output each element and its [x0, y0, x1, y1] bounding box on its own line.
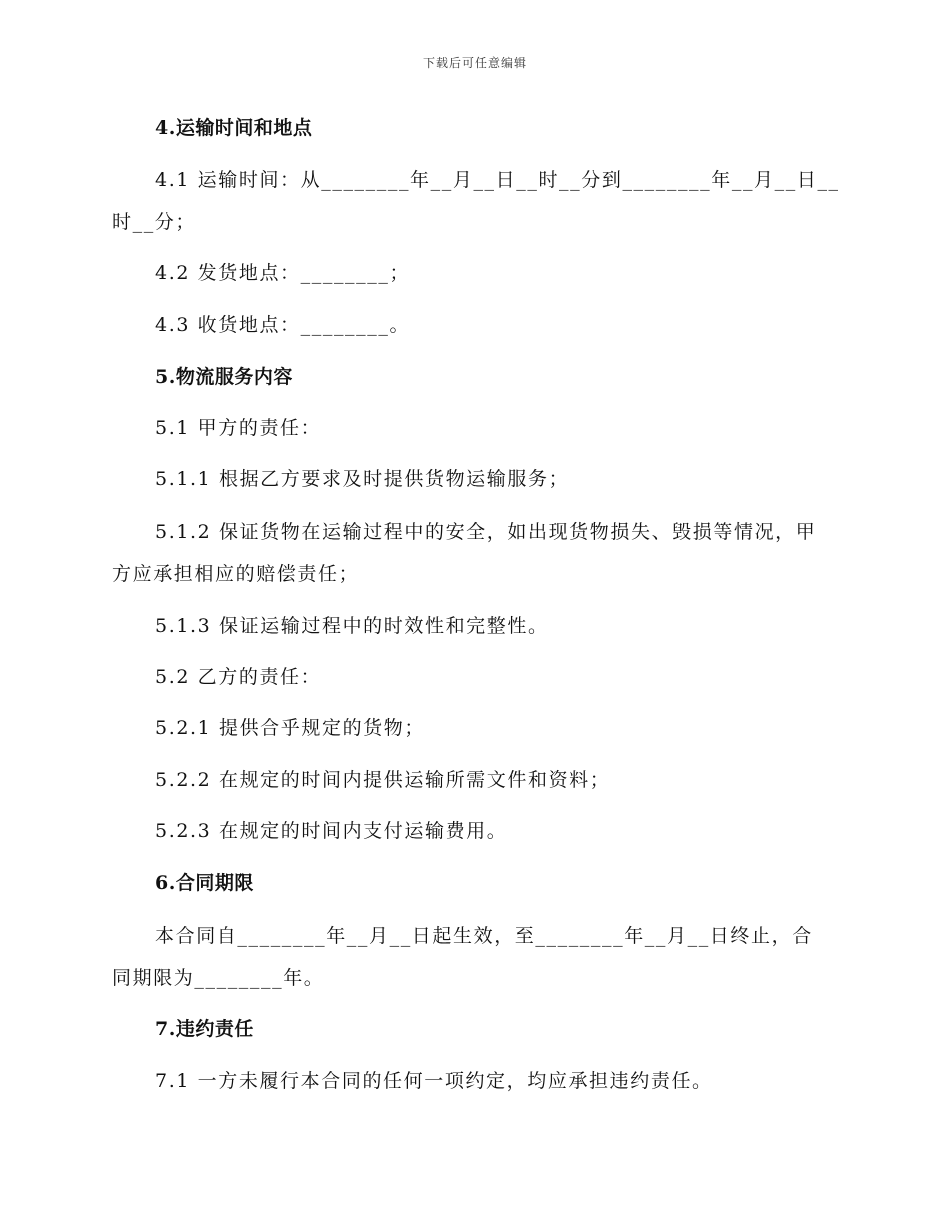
clause-5-2: 5.2 乙方的责任： [155, 666, 322, 688]
clause-4-1-continued: 时__分； [112, 211, 197, 233]
section-heading-5: 5.物流服务内容 [155, 366, 293, 388]
clause-5-1-2: 5.1.2 保证货物在运输过程中的安全，如出现货物损失、毁损等情况，甲 [155, 521, 817, 543]
clause-5-2-1: 5.2.1 提供合乎规定的货物； [155, 717, 425, 739]
clause-6-term-continued: 同期限为________年。 [112, 967, 325, 989]
clause-6-term: 本合同自________年__月__日起生效，至________年__月__日终止，合 [155, 925, 813, 947]
clause-5-1-1: 5.1.1 根据乙方要求及时提供货物运输服务； [155, 468, 570, 490]
clause-4-1: 4.1 运输时间：从________年__月__日__时__分到________年__月__日__ [155, 169, 840, 191]
clause-5-1-3: 5.1.3 保证运输过程中的时效性和完整性。 [155, 615, 549, 637]
clause-7-1: 7.1 一方未履行本合同的任何一项约定，均应承担违约责任。 [155, 1070, 713, 1092]
clause-5-2-3: 5.2.3 在规定的时间内支付运输费用。 [155, 820, 508, 842]
clause-5-1: 5.1 甲方的责任： [155, 417, 322, 439]
section-heading-7: 7.违约责任 [155, 1018, 254, 1040]
page-header-note: 下载后可任意编辑 [422, 56, 527, 70]
section-heading-4: 4.运输时间和地点 [155, 117, 313, 139]
clause-4-3: 4.3 收货地点：________。 [155, 314, 411, 336]
section-heading-6: 6.合同期限 [155, 872, 254, 894]
clause-5-2-2: 5.2.2 在规定的时间内提供运输所需文件和资料； [155, 769, 611, 791]
clause-5-1-2-continued: 方应承担相应的赔偿责任； [112, 563, 360, 585]
clause-4-2: 4.2 发货地点：________； [155, 262, 411, 284]
